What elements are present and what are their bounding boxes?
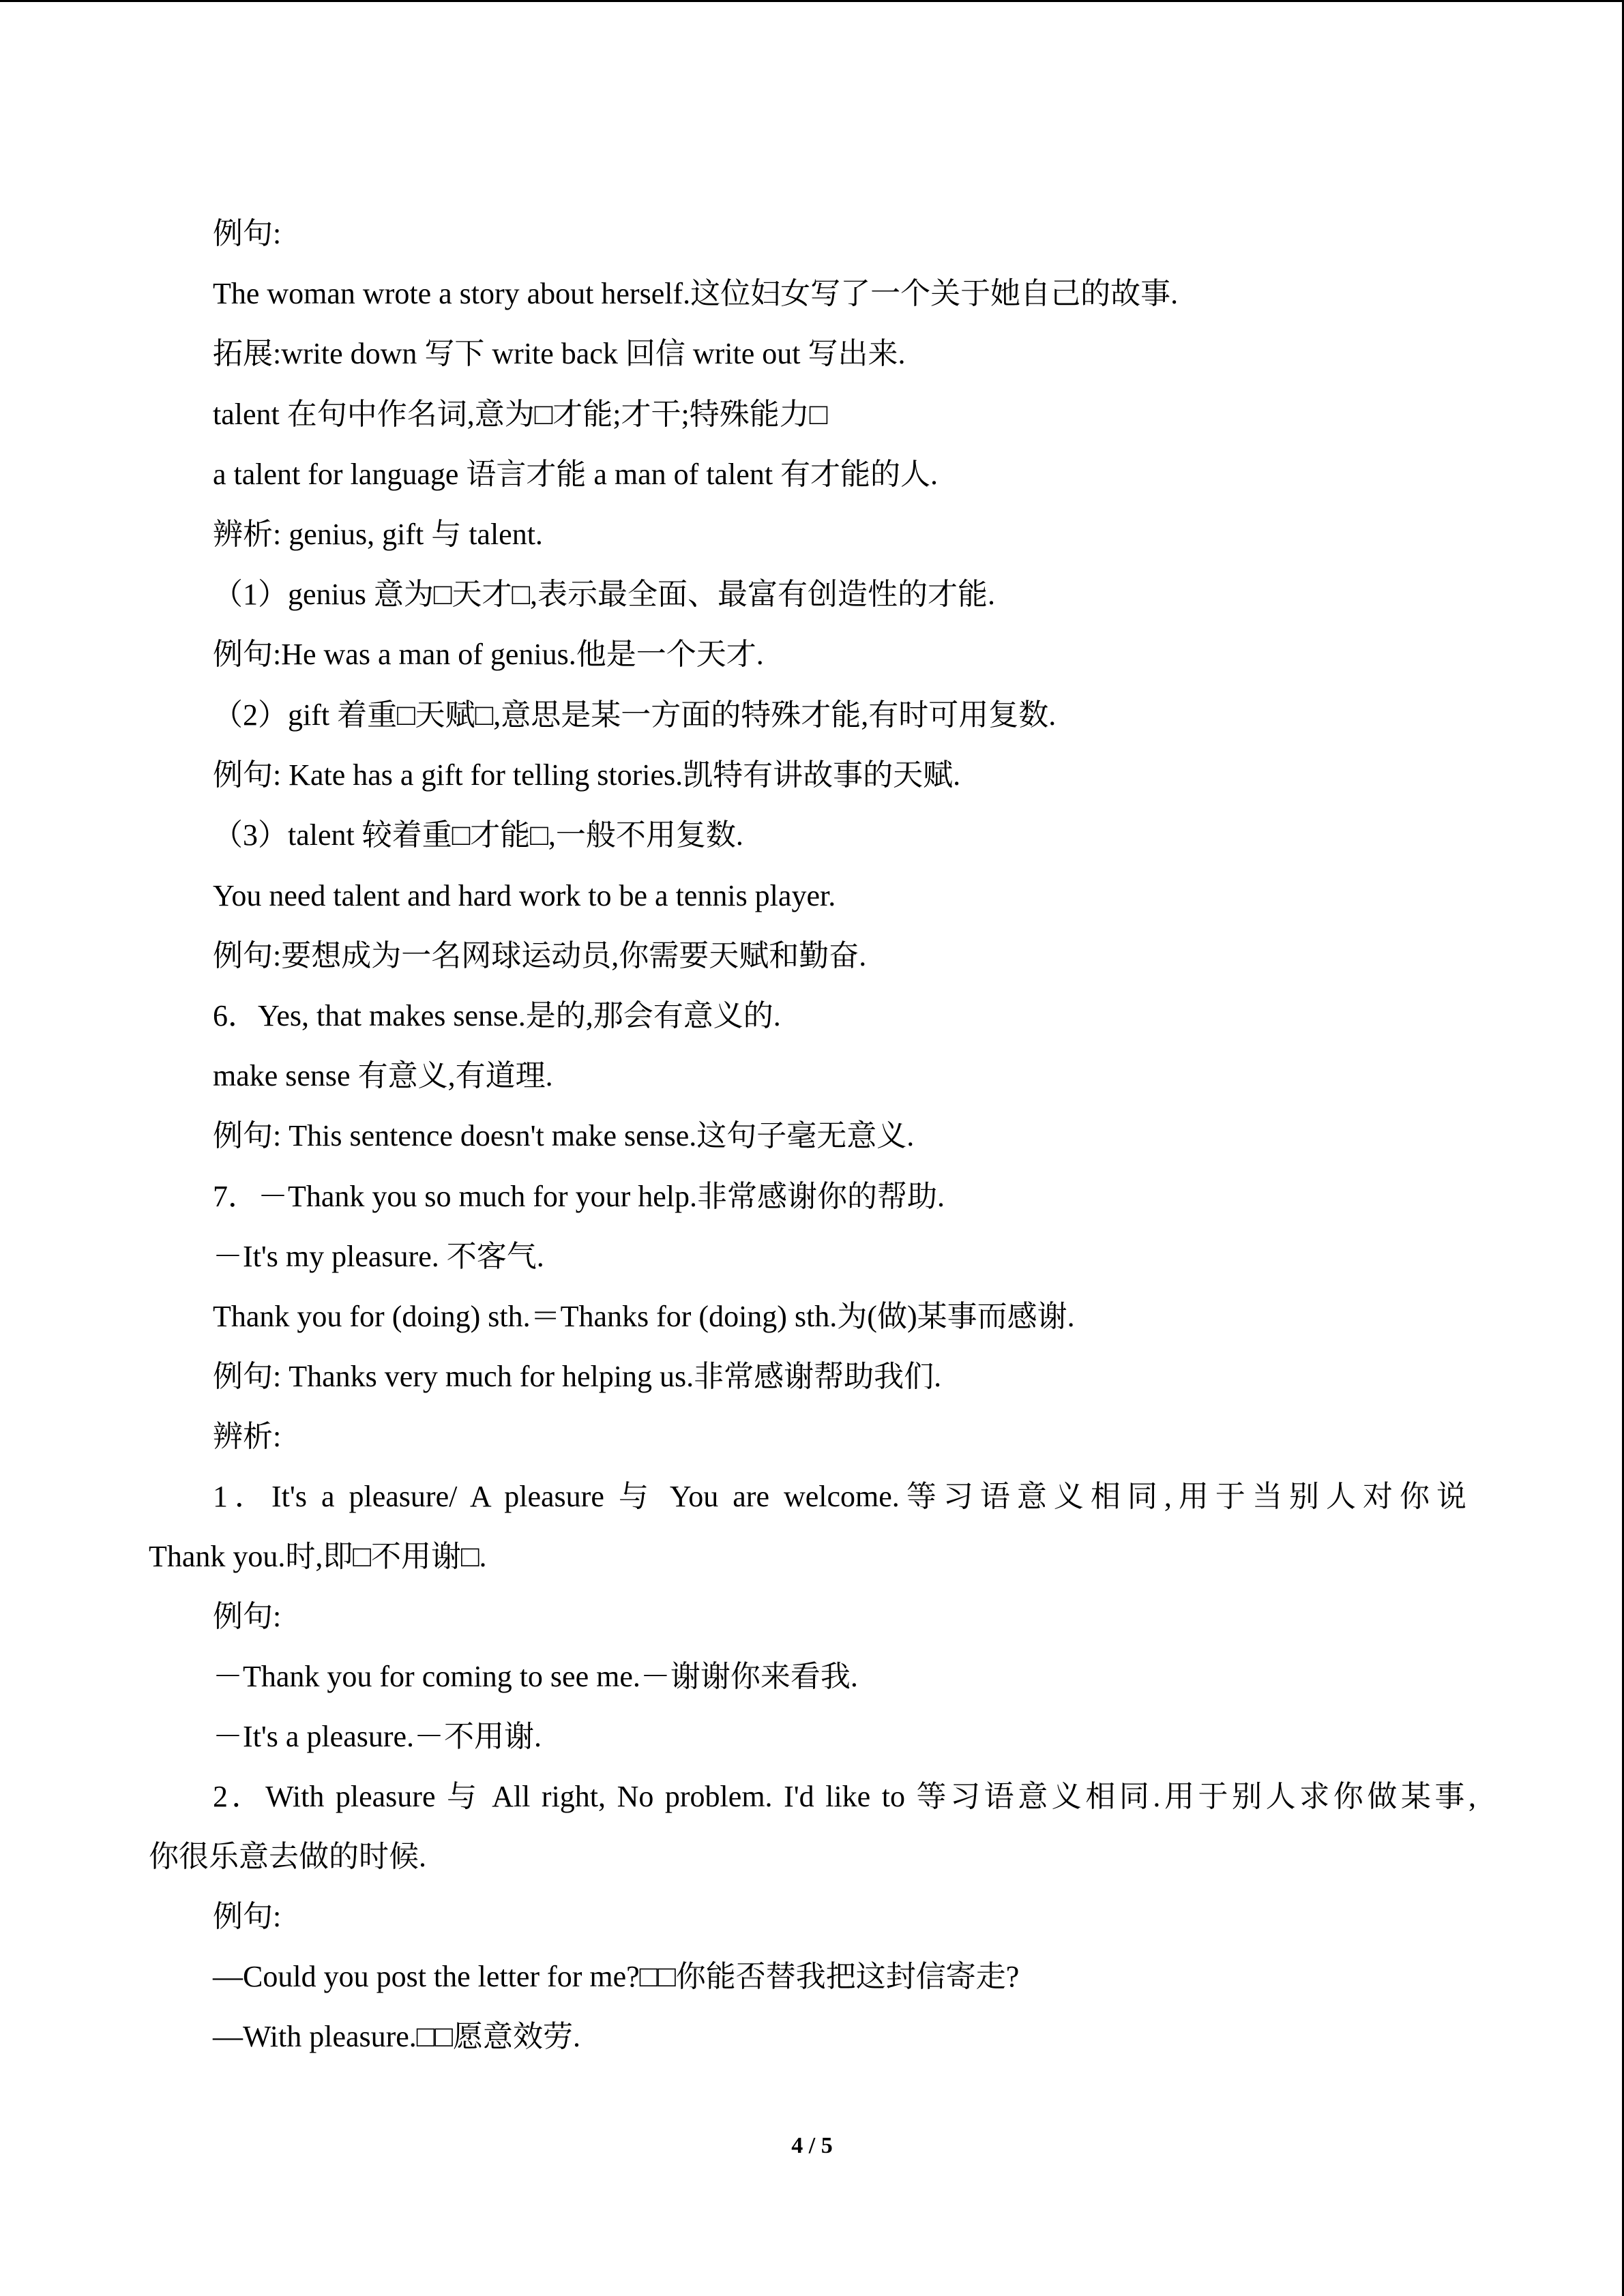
text-line: —With pleasure.□□愿意效劳.	[213, 2020, 580, 2053]
text-line: 拓展:write down 写下 write back 回信 write out 写出来.	[213, 337, 906, 370]
text-line: Thank you for (doing) sth.＝Thanks for (doing) sth.为(做)某事而感谢.	[213, 1300, 1075, 1333]
text-line: －It's a pleasure.－不用谢.	[213, 1720, 542, 1753]
text-line: 例句: This sentence doesn't make sense.这句子毫无意义.	[213, 1119, 915, 1152]
text-line: 例句:He was a man of genius.他是一个天才.	[213, 638, 764, 671]
text-line: （3）talent 较着重□才能□,一般不用复数.	[213, 818, 743, 852]
text-line: （1）genius 意为□天才□,表示最全面、最富有创造性的才能.	[213, 578, 996, 611]
text-line: 例句:要想成为一名网球运动员,你需要天赋和勤奋.	[213, 939, 867, 972]
text-line: －It's my pleasure. 不客气.	[213, 1240, 544, 1273]
text-line: －Thank you for coming to see me.－谢谢你来看我.	[213, 1660, 858, 1693]
text-line: 例句:	[213, 1900, 282, 1933]
text-line: 你很乐意去做的时候.	[149, 1840, 426, 1873]
text-line: —Could you post the letter for me?□□你能否替我把这封信寄走?	[213, 1960, 1020, 1993]
page-number: 4 / 5	[791, 2133, 833, 2158]
text-line: （2）gift 着重□天赋□,意思是某一方面的特殊才能,有时可用复数.	[213, 698, 1057, 732]
text-line: 例句: Kate has a gift for telling stories.凯特有讲故事的天赋.	[213, 758, 961, 792]
text-line: 辨析: genius, gift 与 talent.	[213, 518, 543, 551]
text-line: a talent for language 语言才能 a man of talent 有才能的人.	[213, 458, 939, 491]
text-line: 例句:	[213, 1600, 282, 1633]
text-line: talent 在句中作名词,意为□才能;才干;特殊能力□	[213, 398, 828, 431]
text-line: 2．With pleasure 与 All right, No problem. I'd like to 等习语意义相同.用于别人求你做某事,	[213, 1780, 1476, 1813]
text-line: 例句: Thanks very much for helping us.非常感谢帮助我们.	[213, 1360, 942, 1393]
text-line: The woman wrote a story about herself.这位妇女写了一个关于她自己的故事.	[213, 277, 1179, 310]
text-line: 辨析:	[213, 1420, 282, 1453]
text-line: Thank you.时,即□不用谢□.	[149, 1540, 487, 1573]
text-line: 1．It's a pleasure/ A pleasure 与 You are welcome.等习语意义相同,用于当别人对你说	[213, 1480, 1466, 1513]
text-line: You need talent and hard work to be a tennis player.	[213, 879, 836, 912]
text-line: 7．－Thank you so much for your help.非常感谢你的帮助.	[213, 1180, 945, 1213]
text-line: 例句:	[213, 217, 282, 250]
text-line: make sense 有意义,有道理.	[213, 1059, 553, 1092]
text-line: 6．Yes, that makes sense.是的,那会有意义的.	[213, 999, 781, 1032]
